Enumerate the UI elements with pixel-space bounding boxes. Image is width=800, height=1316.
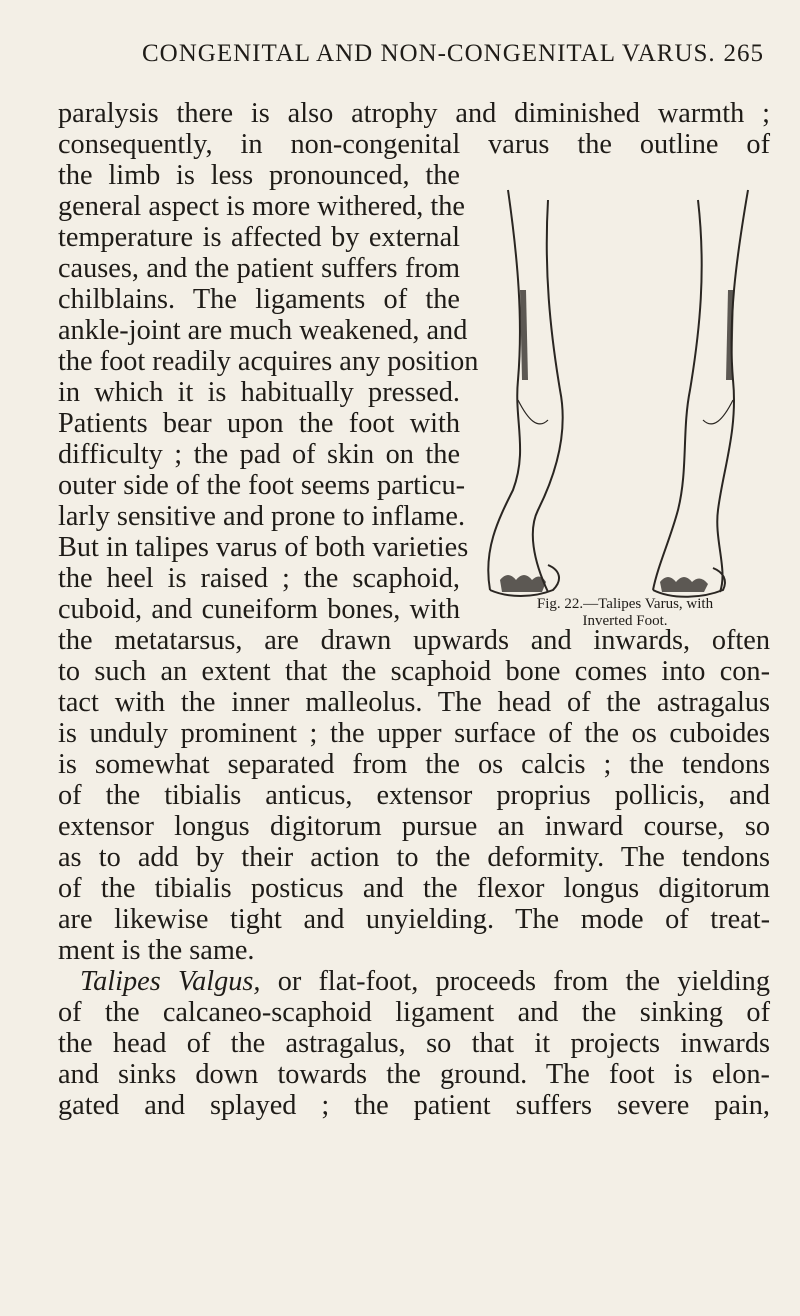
text-line: in which it is habitually pressed. xyxy=(58,377,460,408)
text-line: and sinks down towards the ground. The foot is elon- xyxy=(58,1059,770,1090)
page-header xyxy=(52,40,764,76)
text-line: the metatarsus, are drawn upwards and inwards, often xyxy=(58,625,770,656)
text-line: ankle-joint are much weakened, and xyxy=(58,315,468,346)
text-line: general aspect is more withered, the xyxy=(58,191,465,222)
text-line: paralysis there is also atrophy and diminished warmth ; xyxy=(58,98,770,129)
body-text xyxy=(58,98,770,1121)
text-line: of the tibialis anticus, extensor proprius pollicis, and xyxy=(58,780,770,811)
text-line: causes, and the patient suffers from xyxy=(58,253,460,284)
text-line: difficulty ; the pad of skin on the xyxy=(58,439,460,470)
text-line: as to add by their action to the deformity. The tendons xyxy=(58,842,770,873)
caption-line-2: Inverted Foot. xyxy=(582,613,668,629)
text-fragment: or flat-foot, proceeds from the yielding xyxy=(260,966,770,997)
text-line: the limb is less pronounced, the xyxy=(58,160,460,191)
page-number: 265 xyxy=(723,40,764,67)
text-line: But in talipes varus of both varieties xyxy=(58,532,469,563)
text-line: larly sensitive and prone to inflame. xyxy=(58,501,466,532)
text-line: cuboid, and cuneiform bones, with xyxy=(58,594,460,625)
text-line: is somewhat separated from the os calcis ; the tendons xyxy=(58,749,770,780)
text-line: the heel is raised ; the scaphoid, xyxy=(58,563,460,594)
text-line: chilblains. The ligaments of the xyxy=(58,284,460,315)
text-line: extensor longus digitorum pursue an inward course, so xyxy=(58,811,770,842)
text-line: tact with the inner malleolus. The head of the astragalus xyxy=(58,687,770,718)
text-line: of the tibialis posticus and the flexor longus digitorum xyxy=(58,873,770,904)
italic-term: Talipes Valgus, xyxy=(80,966,261,997)
text-line: are likewise tight and unyielding. The mode of treat- xyxy=(58,904,770,935)
text-line: of the calcaneo-scaphoid ligament and the sinking of xyxy=(58,997,770,1028)
running-title: CONGENITAL AND NON-CONGENITAL VARUS. xyxy=(142,40,716,67)
text-line: gated and splayed ; the patient suffers severe pain, xyxy=(58,1090,770,1121)
text-line: to such an extent that the scaphoid bone comes into con- xyxy=(58,656,770,687)
text-line: temperature is affected by external xyxy=(58,222,460,253)
text-line: the head of the astragalus, so that it projects inwards xyxy=(58,1028,770,1059)
text-line: ment is the same. xyxy=(58,935,255,966)
text-line: outer side of the foot seems particu- xyxy=(58,470,466,501)
text-line: is unduly prominent ; the upper surface of the os cuboides xyxy=(58,718,770,749)
text-line: the foot readily acquires any position xyxy=(58,346,479,377)
caption-line-1: Fig. 22.—Talipes Varus, with xyxy=(536,596,714,612)
text-line: consequently, in non-congenital varus the outline of xyxy=(58,129,770,160)
paragraph-2-first-line xyxy=(58,966,770,997)
text-line: Patients bear upon the foot with xyxy=(58,408,460,439)
